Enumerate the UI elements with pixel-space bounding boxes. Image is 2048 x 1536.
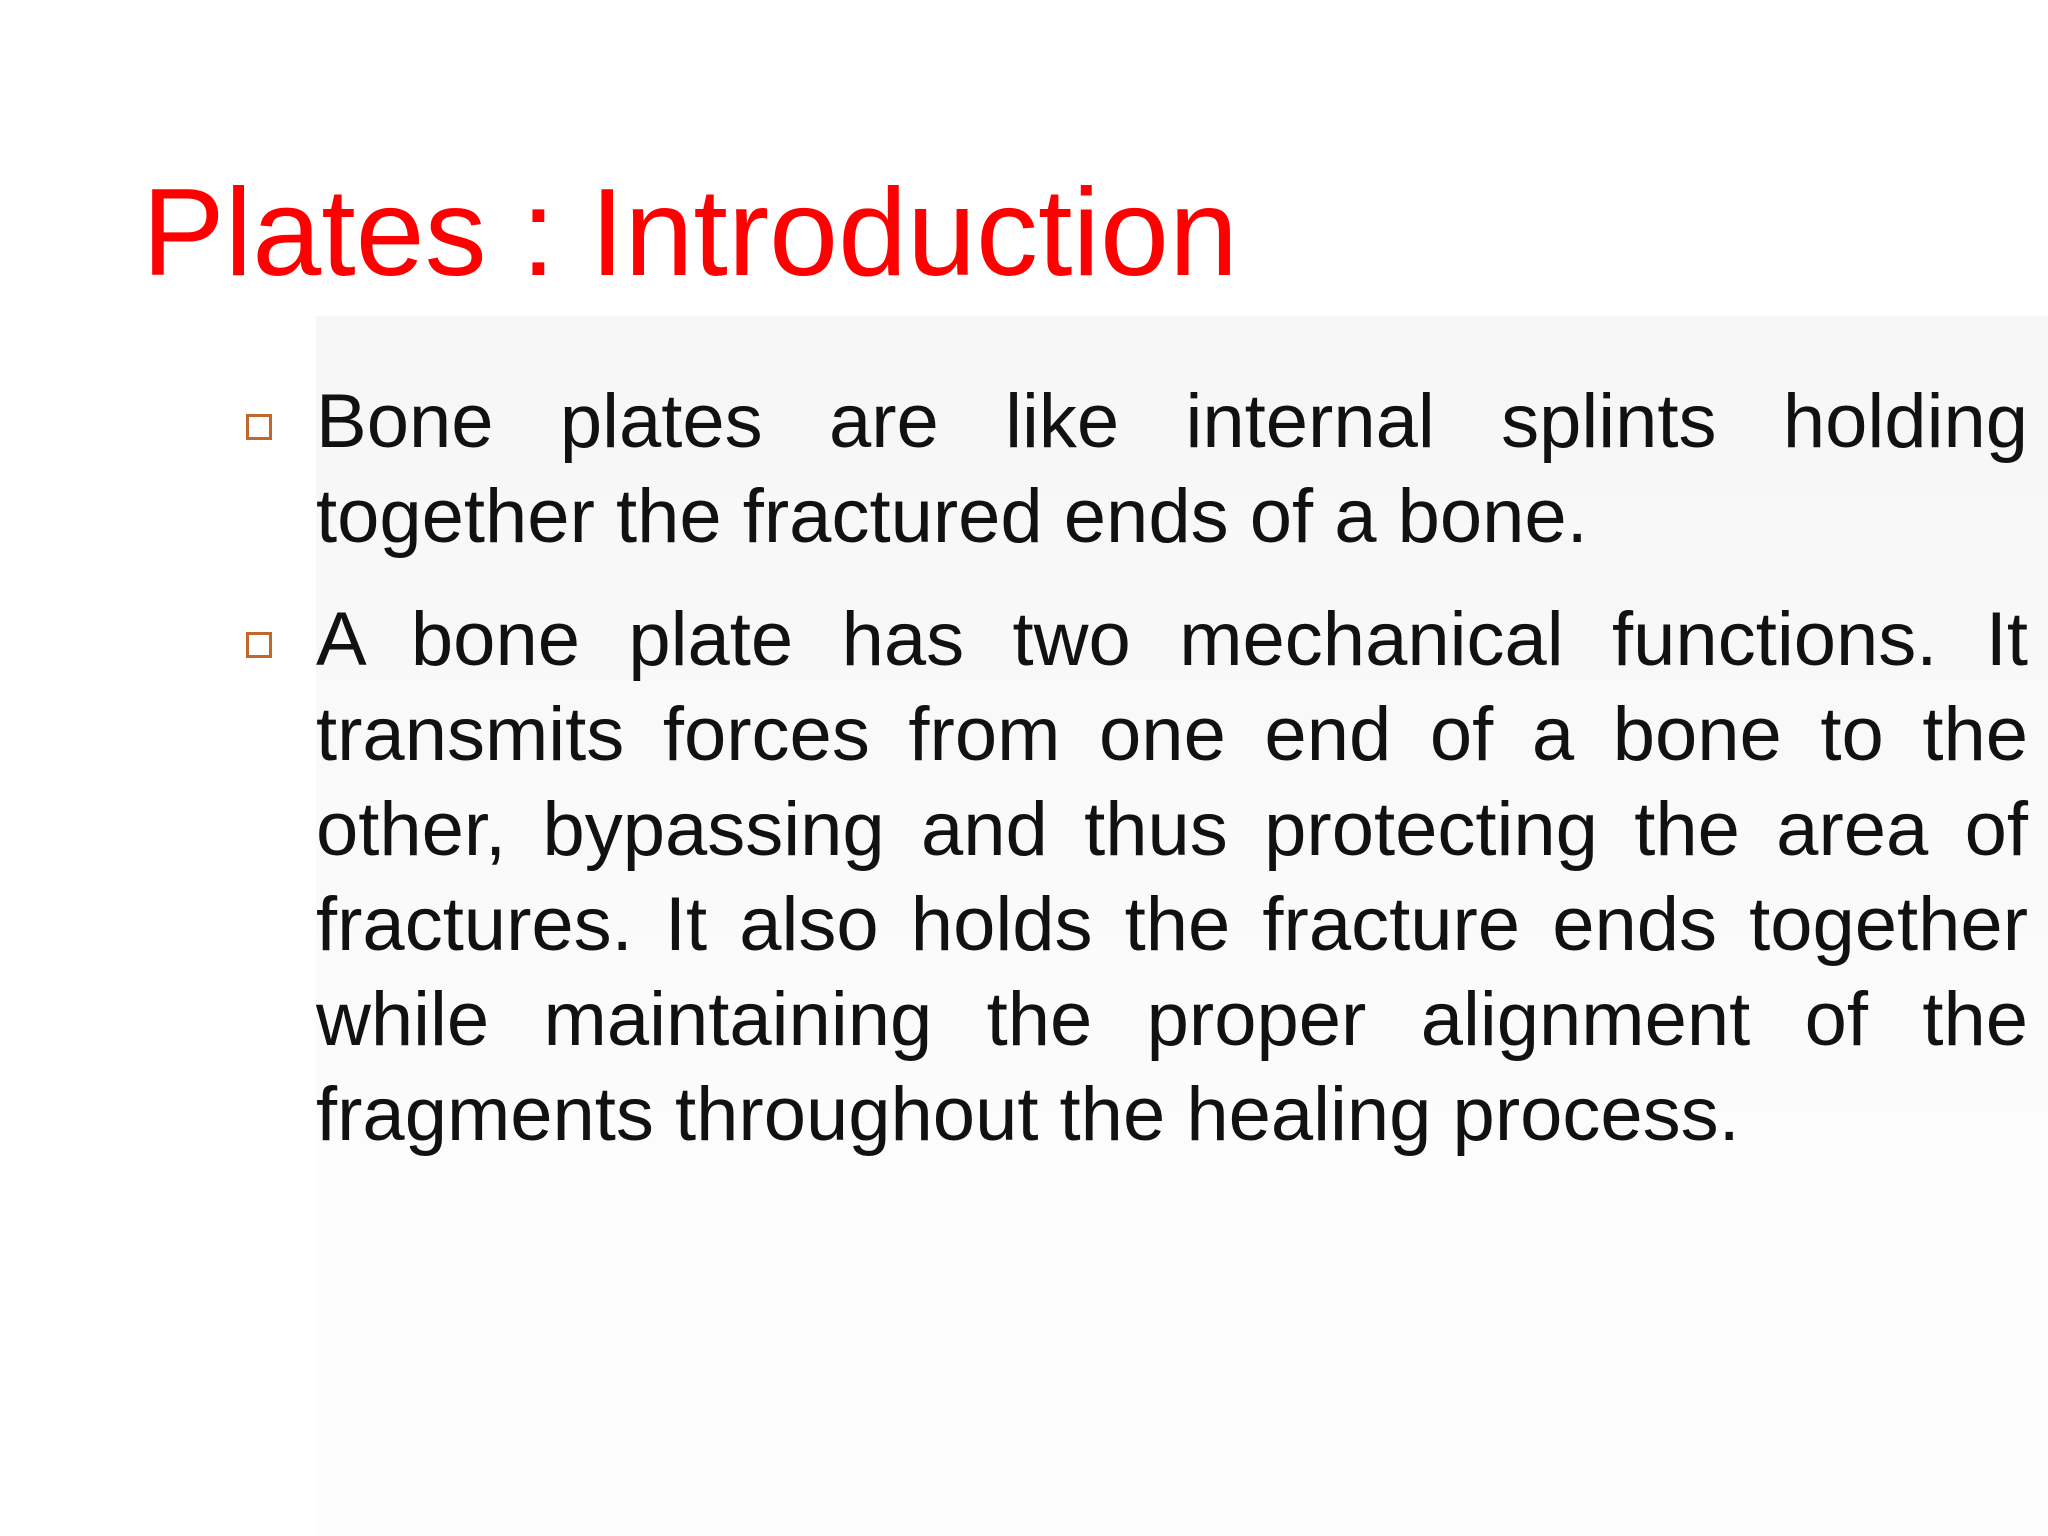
hollow-square-bullet-icon [246, 414, 272, 440]
bullet-text: A bone plate has two mechanical functions. It transmits forces from one end of a bone to the other, bypassing and thus protecting the area of fractures. It also holds the fracture ends together while maintaining the proper alignment of the fragments throughout the healing process. [316, 597, 2028, 1157]
bullet-item [242, 374, 2028, 564]
bullet-item [242, 592, 2028, 1162]
slide-title: Plates : Introduction [142, 164, 1238, 302]
hollow-square-bullet-icon [246, 632, 272, 658]
bullet-text: Bone plates are like internal splints holding together the fractured ends of a bone. [316, 379, 2028, 559]
bullet-list [242, 374, 2028, 1190]
